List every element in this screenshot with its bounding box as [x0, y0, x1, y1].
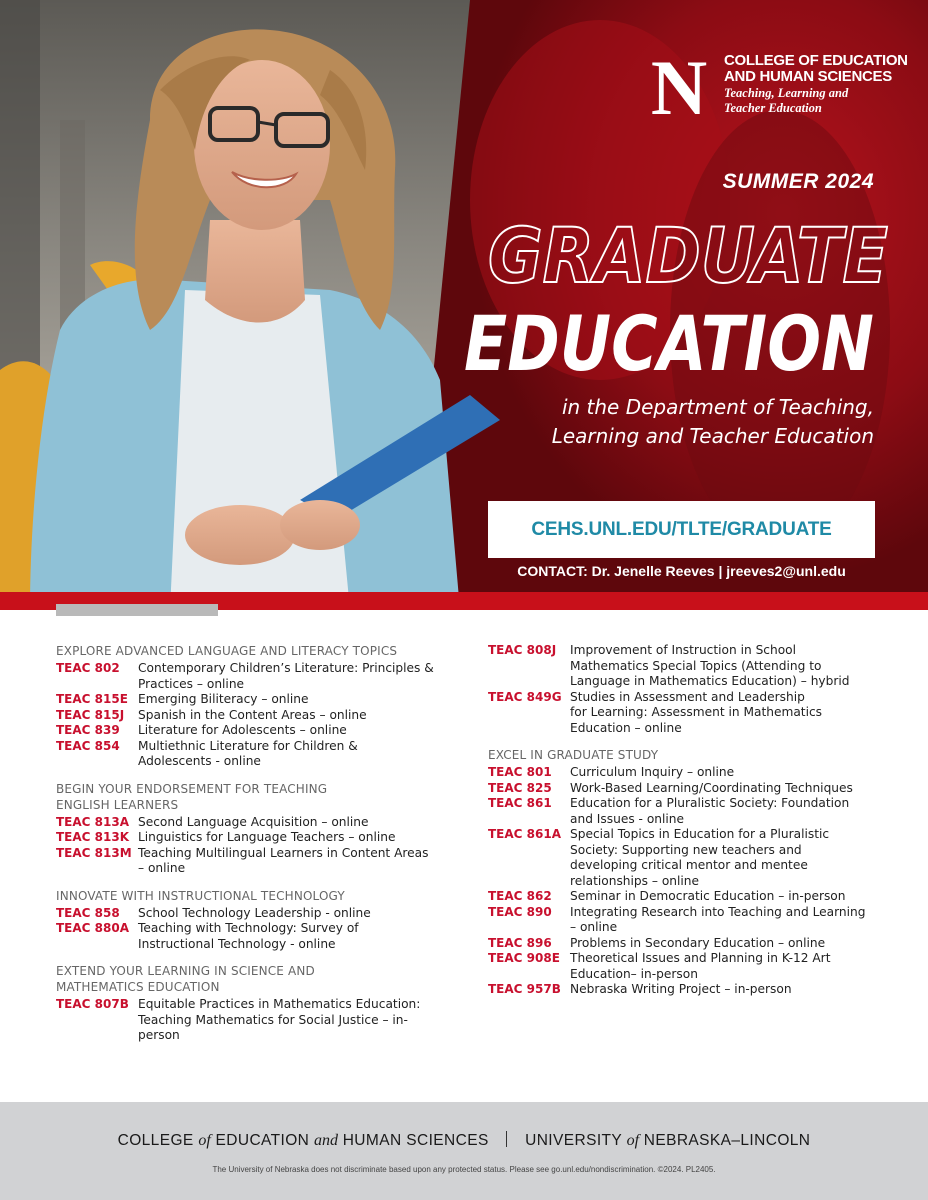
section-heading-line: EXCEL IN GRADUATE STUDY — [488, 748, 659, 762]
course-code: TEAC 890 — [488, 904, 552, 919]
course-item — [56, 661, 456, 692]
course-title — [138, 692, 456, 708]
subtitle-line2: Learning and Teacher Education — [551, 424, 874, 448]
website-link[interactable]: CEHS.UNL.EDU/TLTE/GRADUATE — [531, 518, 832, 540]
course-item — [488, 982, 888, 998]
course-title-line: Equitable Practices in Mathematics Education: — [138, 997, 421, 1011]
course-item — [488, 889, 888, 905]
course-title — [138, 708, 456, 724]
course-title — [570, 827, 888, 889]
nondiscrimination-notice: The University of Nebraska does not discriminate based upon any protected status. Please see go.unl.edu/nondiscrimination. ©2024. PL2405. — [212, 1165, 716, 1174]
title-outline-line: GRADUATE — [488, 211, 888, 300]
footer-wordmark — [0, 1131, 928, 1150]
course-title-line: Work-Based Learning/Coordinating Techniques — [570, 780, 853, 795]
course-title — [570, 796, 888, 827]
course-section — [56, 781, 456, 877]
course-item — [488, 765, 888, 781]
course-title — [138, 906, 456, 922]
footer — [0, 1102, 928, 1200]
course-column-left — [56, 643, 456, 1055]
course-title-line: Studies in Assessment and Leadership — [570, 689, 805, 704]
course-title-line: Education for a Pluralistic Society: Foundation — [570, 796, 850, 810]
course-title-line: Mathematics Special Topics (Attending to — [570, 658, 822, 673]
course-code: TEAC 861 — [488, 796, 552, 810]
footer-university-2: NEBRASKA–LINCOLN — [643, 1132, 811, 1149]
department-name-line1: Teaching, Learning and — [724, 86, 849, 100]
course-title — [138, 723, 456, 739]
course-item — [56, 739, 456, 770]
course-section — [56, 643, 456, 770]
college-name-line1: COLLEGE OF EDUCATION — [724, 52, 908, 69]
course-item — [56, 906, 456, 922]
contact-info: CONTACT: Dr. Jenelle Reeves | jreeves2@unl.edu — [517, 563, 846, 579]
course-title-line: Linguistics for Language Teachers – online — [138, 830, 396, 844]
course-title-line: Special Topics in Education for a Pluralistic — [570, 827, 830, 841]
course-title — [138, 739, 456, 770]
section-heading — [56, 888, 456, 904]
course-item — [488, 936, 888, 952]
course-title — [570, 690, 888, 737]
course-section — [56, 888, 456, 953]
course-code: TEAC 801 — [488, 765, 552, 779]
term-label: SUMMER 2024 — [722, 170, 874, 193]
course-title — [138, 997, 456, 1044]
footer-college-2: EDUCATION — [215, 1132, 310, 1149]
course-section — [488, 747, 888, 998]
course-title — [570, 781, 888, 797]
accent-bar — [56, 604, 218, 616]
course-title — [138, 921, 456, 952]
course-title-line: Teaching Multilingual Learners in Content Areas — [138, 845, 429, 860]
course-item — [56, 997, 456, 1044]
course-code: TEAC 858 — [56, 905, 120, 920]
course-title-line: Integrating Research into Teaching and Learning — [570, 904, 866, 919]
course-item — [56, 921, 456, 952]
section-heading-line: BEGIN YOUR ENDORSEMENT FOR TEACHING — [56, 781, 328, 796]
course-title-line: Multiethnic Literature for Children & — [138, 738, 358, 753]
course-item — [56, 815, 456, 831]
course-title-line: Education– in-person — [570, 966, 698, 981]
college-name-line2: AND HUMAN SCIENCES — [724, 68, 892, 85]
course-code: TEAC 849G — [488, 689, 562, 704]
course-item — [488, 781, 888, 797]
course-section — [488, 643, 888, 736]
course-title — [570, 905, 888, 936]
course-code: TEAC 854 — [56, 738, 120, 753]
section-heading-line: ENGLISH LEARNERS — [56, 797, 179, 812]
course-code: TEAC 813M — [56, 845, 132, 860]
course-code: TEAC 813A — [56, 814, 129, 829]
course-title — [570, 936, 888, 952]
course-item — [488, 905, 888, 936]
course-title-line: Emerging Biliteracy – online — [138, 692, 309, 706]
course-title-line: Education – online — [570, 720, 682, 735]
subtitle-line1: in the Department of Teaching, — [561, 395, 874, 419]
course-title — [138, 661, 456, 692]
course-code: TEAC 815J — [56, 707, 125, 722]
course-code: TEAC 813K — [56, 830, 130, 844]
course-title — [138, 846, 456, 877]
footer-university-of: of — [626, 1132, 640, 1149]
course-title-line: and Issues - online — [570, 811, 684, 826]
title-solid-line: EDUCATION — [464, 299, 874, 388]
college-wordmark — [724, 53, 924, 115]
course-title-line: Contemporary Children’s Literature: Principles & — [138, 661, 434, 675]
course-code: TEAC 808J — [488, 643, 557, 657]
course-code: TEAC 839 — [56, 723, 120, 737]
course-title — [570, 889, 888, 905]
course-title-line: Teaching Mathematics for Social Justice – in- — [138, 1012, 408, 1027]
course-item — [488, 951, 888, 982]
section-heading — [56, 643, 456, 659]
course-title — [138, 830, 456, 846]
section-heading-line: EXTEND YOUR LEARNING IN SCIENCE AND — [56, 964, 315, 978]
course-title — [570, 643, 888, 690]
section-heading — [488, 747, 888, 763]
course-title-line: Adolescents - online — [138, 754, 261, 768]
course-item — [56, 723, 456, 739]
course-item — [56, 830, 456, 846]
course-title-line: Teaching with Technology: Survey of — [138, 921, 359, 935]
course-item — [488, 643, 888, 690]
section-heading — [56, 781, 456, 813]
course-code: TEAC 896 — [488, 935, 552, 950]
course-title-line: Second Language Acquisition – online — [138, 814, 369, 829]
footer-college-of: of — [198, 1132, 211, 1149]
course-title-line: – online — [570, 920, 618, 934]
course-title-line: developing critical mentor and mentee — [570, 858, 808, 872]
logo-letter: N — [650, 44, 708, 131]
course-title-line: Literature for Adolescents – online — [138, 723, 347, 737]
course-code: TEAC 825 — [488, 780, 552, 795]
course-title-line: Seminar in Democratic Education – in-person — [570, 889, 846, 903]
section-heading — [56, 963, 456, 995]
main-title — [460, 210, 890, 388]
section-heading-line: MATHEMATICS EDUCATION — [56, 980, 220, 994]
course-item — [488, 796, 888, 827]
website-link-box[interactable] — [488, 501, 875, 558]
course-code: TEAC 957B — [488, 982, 561, 996]
footer-college-1: COLLEGE — [117, 1132, 194, 1149]
course-title-line: Curriculum Inquiry – online — [570, 765, 735, 779]
course-title-line: Improvement of Instruction in School — [570, 643, 797, 657]
course-code: TEAC 815E — [56, 692, 128, 706]
course-code: TEAC 807B — [56, 997, 129, 1011]
section-heading-line: INNOVATE WITH INSTRUCTIONAL TECHNOLOGY — [56, 888, 345, 903]
course-title-line: relationships – online — [570, 873, 700, 888]
course-title-line: Nebraska Writing Project – in-person — [570, 982, 792, 996]
course-code: TEAC 802 — [56, 661, 120, 675]
course-item — [488, 827, 888, 889]
course-title-line: person — [138, 1028, 180, 1042]
course-title-line: – online — [138, 861, 186, 875]
footer-university-1: UNIVERSITY — [525, 1132, 622, 1149]
course-title-line: for Learning: Assessment in Mathematics — [570, 705, 823, 719]
course-title-line: Language in Mathematics Education) – hybrid — [570, 674, 850, 688]
course-item — [488, 690, 888, 737]
footer-divider — [506, 1131, 507, 1147]
course-title — [570, 982, 888, 998]
course-section — [56, 963, 456, 1044]
course-title-line: Problems in Secondary Education – online — [570, 935, 826, 950]
course-code: TEAC 861A — [488, 827, 561, 841]
course-item — [56, 846, 456, 877]
course-title-line: Theoretical Issues and Planning in K-12 Art — [570, 951, 831, 965]
course-title-line: Spanish in the Content Areas – online — [138, 707, 367, 722]
course-item — [56, 692, 456, 708]
footer-college-3: HUMAN SCIENCES — [342, 1132, 489, 1149]
course-title-line: Instructional Technology - online — [138, 936, 336, 951]
department-name-line2: Teacher Education — [724, 101, 822, 115]
section-heading-line: EXPLORE ADVANCED LANGUAGE AND LITERACY TOPICS — [56, 644, 398, 658]
course-column-right — [488, 643, 888, 1009]
course-item — [56, 708, 456, 724]
course-code: TEAC 862 — [488, 889, 552, 903]
department-subtitle — [474, 393, 874, 451]
nebraska-n-logo — [645, 44, 713, 131]
course-code: TEAC 908E — [488, 951, 560, 965]
course-title — [138, 815, 456, 831]
course-title — [570, 765, 888, 781]
footer-college-and: and — [313, 1132, 338, 1149]
course-title-line: Practices – online — [138, 676, 245, 691]
course-title — [570, 951, 888, 982]
course-title-line: Society: Supporting new teachers and — [570, 842, 802, 857]
course-title-line: School Technology Leadership - online — [138, 905, 371, 920]
course-code: TEAC 880A — [56, 921, 129, 935]
